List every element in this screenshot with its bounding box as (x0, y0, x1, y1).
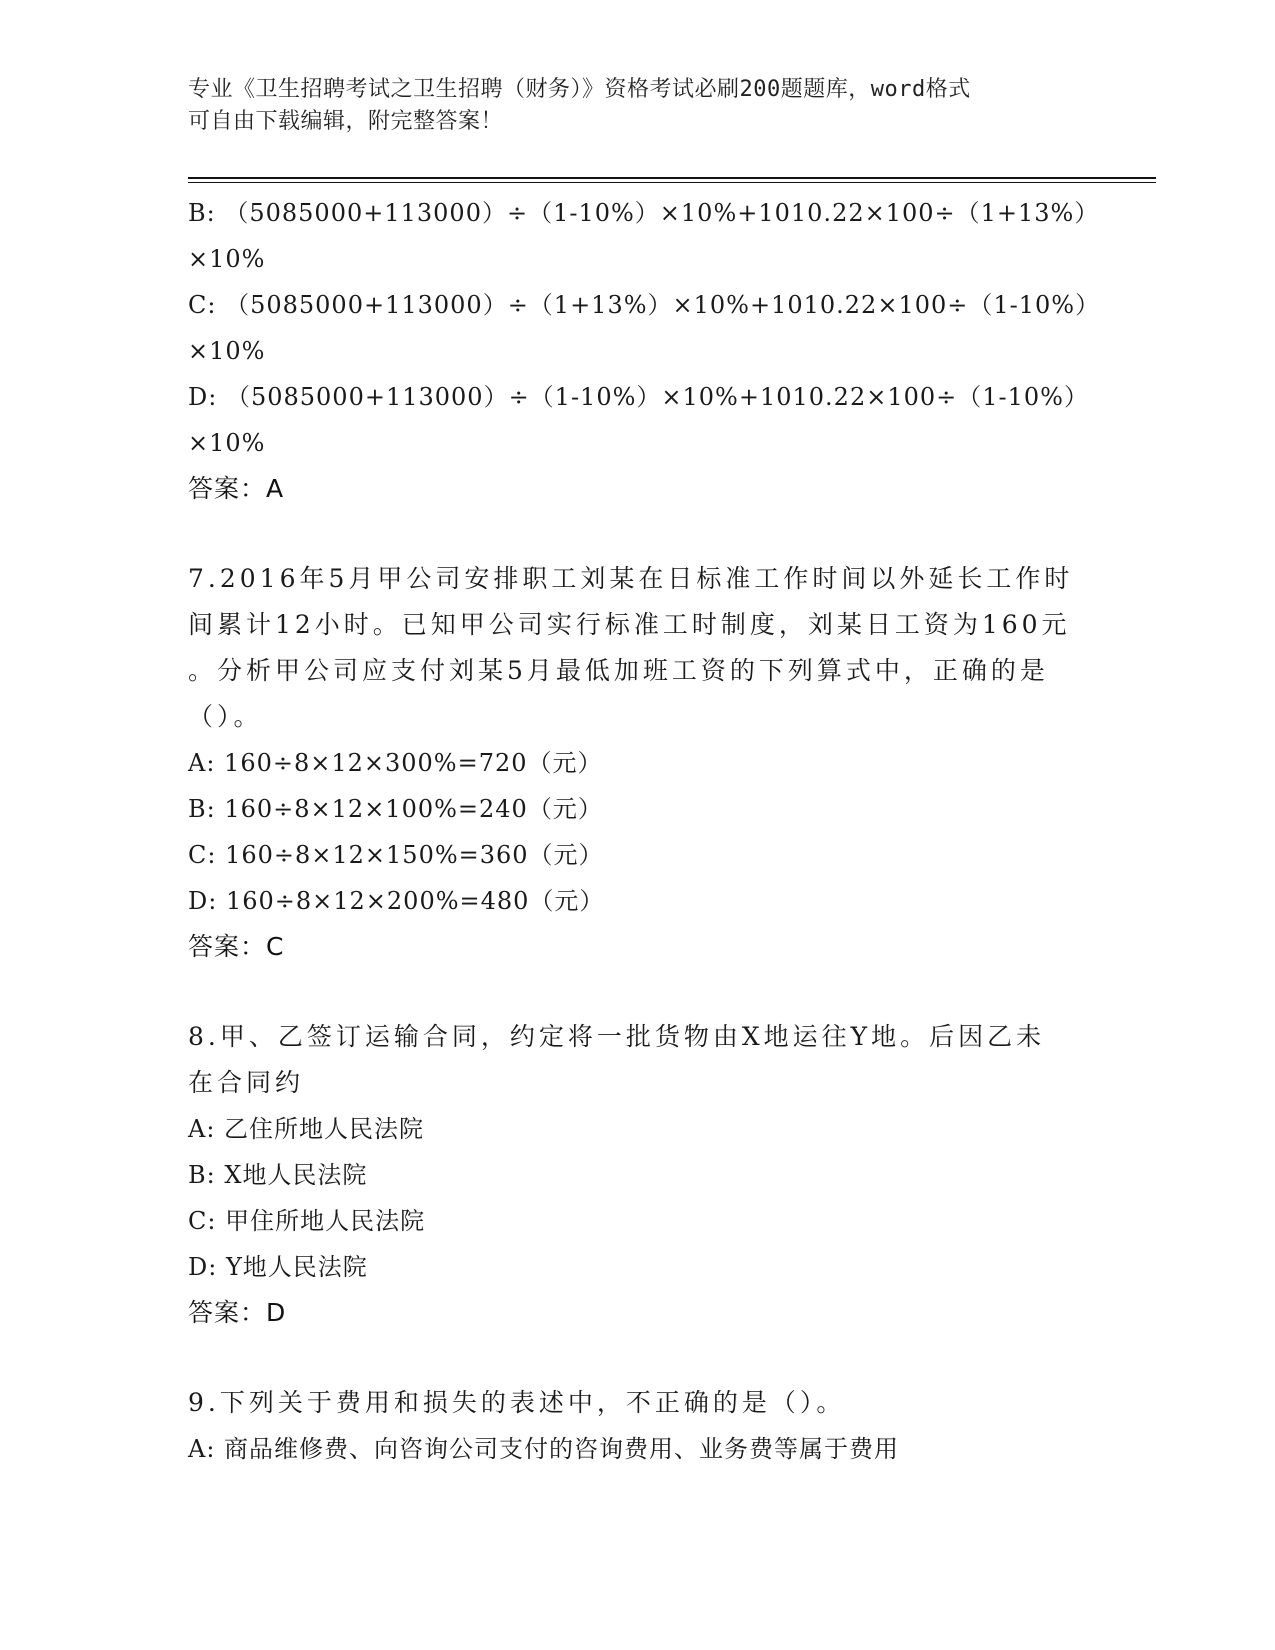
question-7-option-b: B: 160÷8×12×100%=240（元） (188, 795, 603, 823)
document-body (188, 190, 1101, 1472)
question-7-answer: 答案：C (188, 932, 285, 961)
question-8-option-a: A: 乙住所地人民法院 (188, 1115, 425, 1143)
question-7 (188, 556, 1088, 970)
document-header (188, 74, 1088, 138)
question-8-option-c: C: 甲住所地人民法院 (188, 1207, 426, 1235)
question-6-option-c: C: （5085000+113000）÷（1+13%）×10%+1010.22×100÷（1-10%） (188, 291, 1101, 319)
question-7-option-a: A: 160÷8×12×300%=720（元） (188, 749, 603, 777)
question-9-stem-line: 9.下列关于费用和损失的表述中，不正确的是（）。 (188, 1388, 846, 1417)
question-7-option-d: D: 160÷8×12×200%=480（元） (188, 887, 605, 915)
question-6-option-d: D: （5085000+113000）÷（1-10%）×10%+1010.22×100÷（1-10%） (188, 383, 1089, 411)
question-6-option-d-cont: ×10% (188, 429, 266, 457)
header-line-1: 专业《卫生招聘考试之卫生招聘（财务）》资格考试必刷200题题库，word格式 (188, 77, 971, 102)
question-6-option-b: B: （5085000+113000）÷（1-10%）×10%+1010.22×100÷（1+13%） (188, 199, 1100, 227)
header-divider-thick (188, 177, 1156, 179)
header-line-2: 可自由下载编辑，附完整答案！ (188, 109, 504, 134)
question-8-option-b: B: X地人民法院 (188, 1161, 368, 1189)
question-6-option-c-cont: ×10% (188, 337, 266, 365)
question-7-stem-line: 。分析甲公司应支付刘某5月最低加班工资的下列算式中，正确的是 (188, 656, 1049, 685)
question-8 (188, 1014, 1088, 1336)
question-7-option-c: C: 160÷8×12×150%=360（元） (188, 841, 604, 869)
question-8-stem-line: 8.甲、乙签订运输合同，约定将一批货物由X地运往Y地。后因乙未 (188, 1022, 1046, 1051)
question-7-stem-line: 7.2016年5月甲公司安排职工刘某在日标准工作时间以外延长工作时 (188, 564, 1074, 593)
question-9-option-a: A: 商品维修费、向咨询公司支付的咨询费用、业务费等属于费用 (188, 1435, 900, 1463)
question-8-stem-line: 在合同约 (188, 1068, 305, 1097)
question-8-answer: 答案：D (188, 1298, 287, 1327)
question-6-option-b-cont: ×10% (188, 245, 266, 273)
question-9 (188, 1380, 1088, 1472)
question-7-stem-line: （）。 (188, 702, 263, 731)
question-6-answer: 答案：A (188, 474, 285, 503)
question-8-option-d: D: Y地人民法院 (188, 1253, 368, 1281)
header-divider-thin (188, 182, 1156, 183)
question-7-stem-line: 间累计12小时。已知甲公司实行标准工时制度，刘某日工资为160元 (188, 610, 1071, 639)
question-6 (188, 190, 1101, 512)
